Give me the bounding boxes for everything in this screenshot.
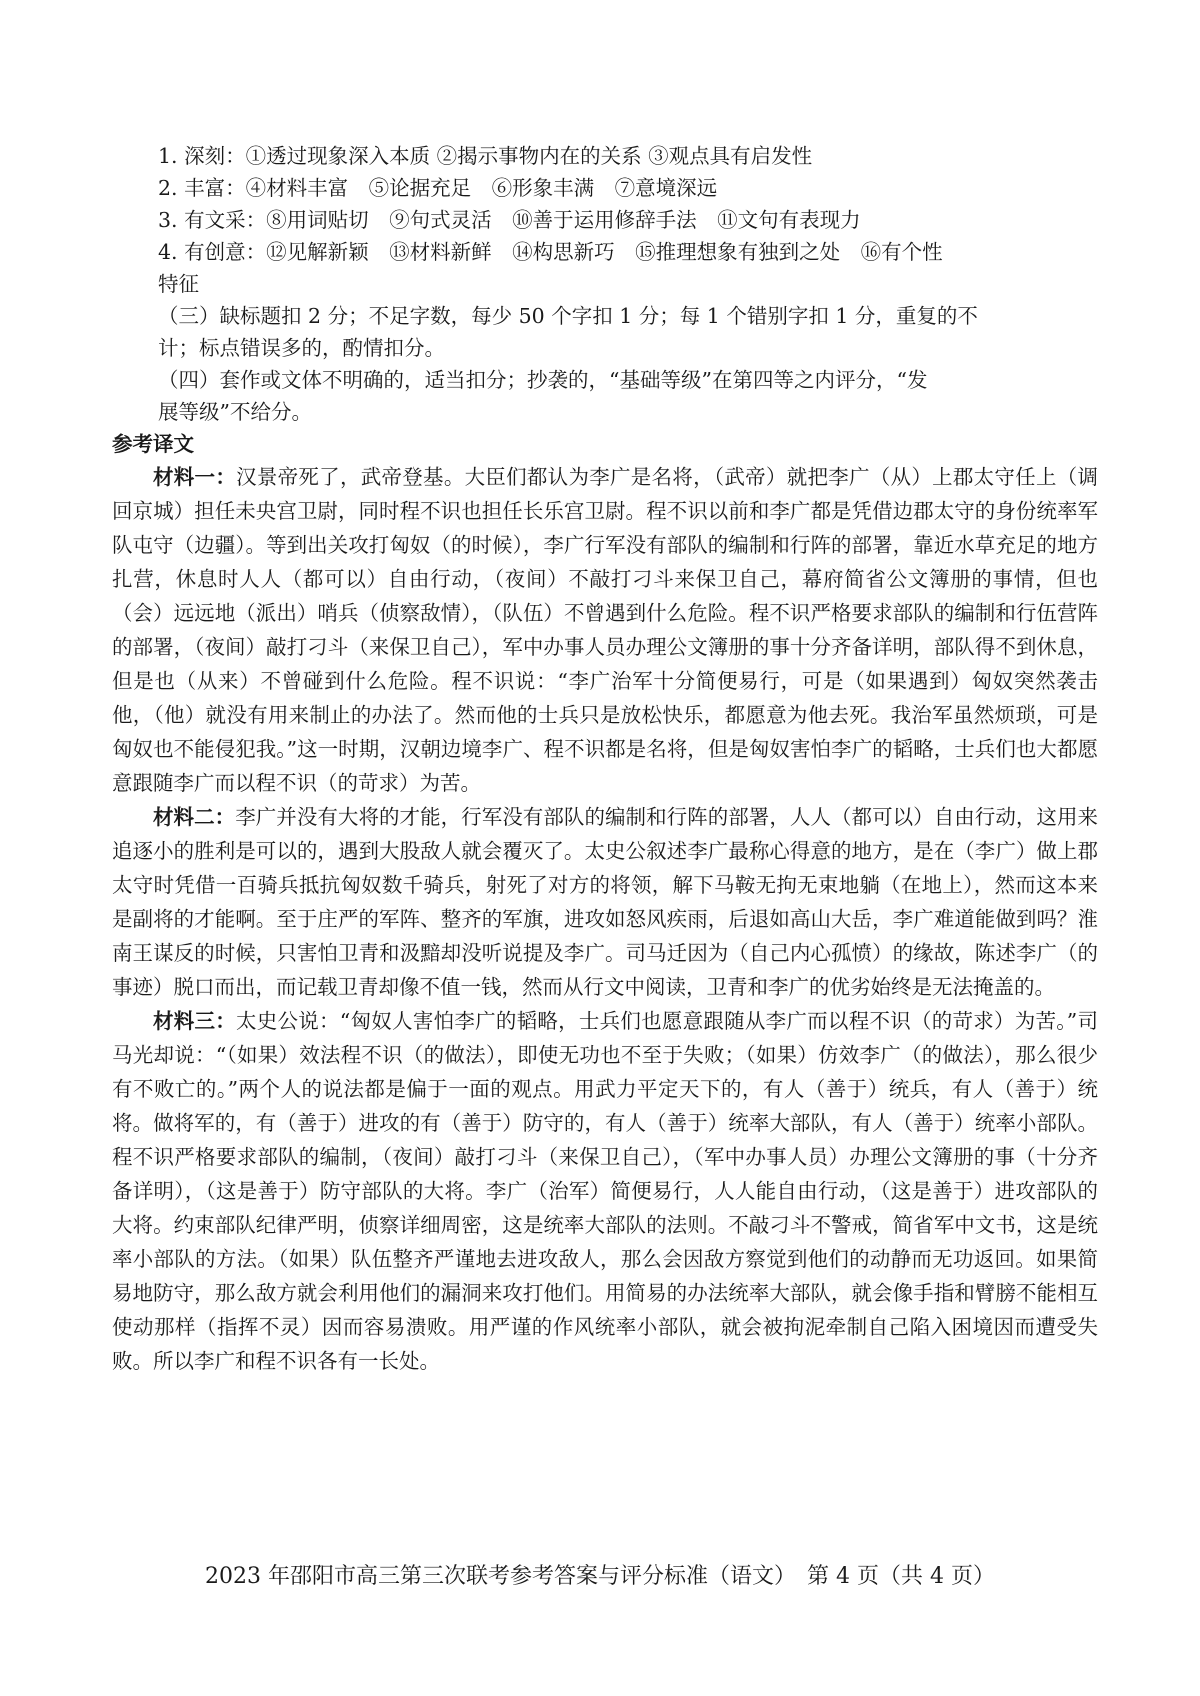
criterion-richness: 2. 丰富：④材料丰富 ⑤论据充足 ⑥形象丰满 ⑦意境深远 xyxy=(158,176,718,200)
rule-four-line2: 展等级”不给分。 xyxy=(158,400,312,424)
material-two xyxy=(112,800,1098,1004)
criterion-creativity: 4. 有创意：⑫见解新颖 ⑬材料新鲜 ⑭构思新巧 ⑮推理想象有独到之处 ⑯有个性 xyxy=(158,240,943,264)
material-three xyxy=(112,1004,1098,1378)
material-two-text: 李广并没有大将的才能，行军没有部队的编制和行阵的部署，人人（都可以）自由行动，这用来追逐小的胜利是可以的，遇到大股敌人就会覆灭了。太史公叙述李广最称心得意的地方，是在（李广）做上郡太守时凭借一百骑兵抵抗匈奴数千骑兵，射死了对方的将领，解下马鞍无拘无束地躺（在地上），然而这本来是副将的才能啊。至于庄严的军阵、整齐的军旗，进攻如怒风疾雨，后退如高山大岳，李广难道能做到吗？淮南王谋反的时候，只害怕卫青和汲黯却没听说提及李广。司马迁因为（自己内心孤愤）的缘故，陈述李广（的事迹）脱口而出，而记载卫青却像不值一钱，然而从行文中阅读，卫青和李广的优劣始终是无法掩盖的。 xyxy=(112,805,1099,999)
document-body xyxy=(112,140,1098,1378)
material-three-text: 太史公说：“匈奴人害怕李广的韬略，士兵们也愿意跟随从李广而以程不识（的苛求）为苦。”司马光却说：“（如果）效法程不识（的做法），即使无功也不至于失败；（如果）仿效李广（的做法），那么很少有不败亡的。”两个人的说法都是偏于一面的观点。用武力平定天下的，有人（善于）统兵，有人（善于）统将。做将军的，有（善于）进攻的有（善于）防守的，有人（善于）统率大部队，有人（善于）统率小部队。程不识严格要求部队的编制，（夜间）敲打刁斗（来保卫自己），（军中办事人员）办理公文簿册的事（十分齐备详明），（这是善于）防守部队的大将。李广（治军）简便易行，人人能自由行动，（这是善于）进攻部队的大将。约束部队纪律严明，侦察详细周密，这是统率大部队的法则。不敲刁斗不警戒，简省军中文书，这是统率小部队的方法。（如果）队伍整齐严谨地去进攻敌人，那么会因敌方察觉到他们的动静而无功返回。如果简易地防守，那么敌方就会利用他们的漏洞来攻打他们。用简易的办法统率大部队，就会像手指和臂膀不能相互使动那样（指挥不灵）因而容易溃败。用严谨的作风统率小部队，就会被拘泥牵制自己陷入困境因而遭受失败。所以李广和程不识各有一长处。 xyxy=(112,1009,1098,1373)
material-one-text: 汉景帝死了，武帝登基。大臣们都认为李广是名将，（武帝）就把李广（从）上郡太守任上（调回京城）担任未央宫卫尉，同时程不识也担任长乐宫卫尉。程不识以前和李广都是凭借边郡太守的身份统率军队屯守（边疆）。等到出关攻打匈奴（的时候），李广行军没有部队的编制和行阵的部署，靠近水草充足的地方扎营，休息时人人（都可以）自由行动，（夜间）不敲打刁斗来保卫自己，幕府简省公文簿册的事情，但也（会）远远地（派出）哨兵（侦察敌情），（队伍）不曾遇到什么危险。程不识严格要求部队的编制和行伍营阵的部署，（夜间）敲打刁斗（来保卫自己），军中办事人员办理公文簿册的事十分齐备详明，部队得不到休息，但是也（从来）不曾碰到什么危险。程不识说：“李广治军十分简便易行，可是（如果遇到）匈奴突然袭击他，（他）就没有用来制止的办法了。然而他的士兵只是放松快乐，都愿意为他去死。我治军虽然烦琐，可是匈奴也不能侵犯我。”这一时期，汉朝边境李广、程不识都是名将，但是匈奴害怕李广的韬略，士兵们也大都愿意跟随李广而以程不识（的苛求）为苦。 xyxy=(112,465,1099,795)
page-footer: 2023 年邵阳市高三第三次联考参考答案与评分标准（语文） 第 4 页（共 4 页） xyxy=(205,1564,995,1589)
criterion-creativity-cont: 特征 xyxy=(158,272,199,296)
rule-three-line1: （三）缺标题扣 2 分；不足字数，每少 50 个字扣 1 分；每 1 个错别字扣 1 分，重复的不 xyxy=(158,304,978,328)
rule-four-line1: （四）套作或文体不明确的，适当扣分；抄袭的，“基础等级”在第四等之内评分，“发 xyxy=(158,368,928,392)
section-heading: 参考译文 xyxy=(112,432,194,456)
criterion-literary: 3. 有文采：⑧用词贴切 ⑨句式灵活 ⑩善于运用修辞手法 ⑪文句有表现力 xyxy=(158,208,861,232)
rule-three-line2: 计；标点错误多的，酌情扣分。 xyxy=(158,336,445,360)
material-one xyxy=(112,460,1098,800)
material-three-label: 材料三： xyxy=(153,1009,237,1033)
material-one-label: 材料一： xyxy=(153,465,237,489)
criterion-depth: 1. 深刻：①透过现象深入本质 ②揭示事物内在的关系 ③观点具有启发性 xyxy=(158,144,813,168)
material-two-label: 材料二： xyxy=(153,805,236,829)
